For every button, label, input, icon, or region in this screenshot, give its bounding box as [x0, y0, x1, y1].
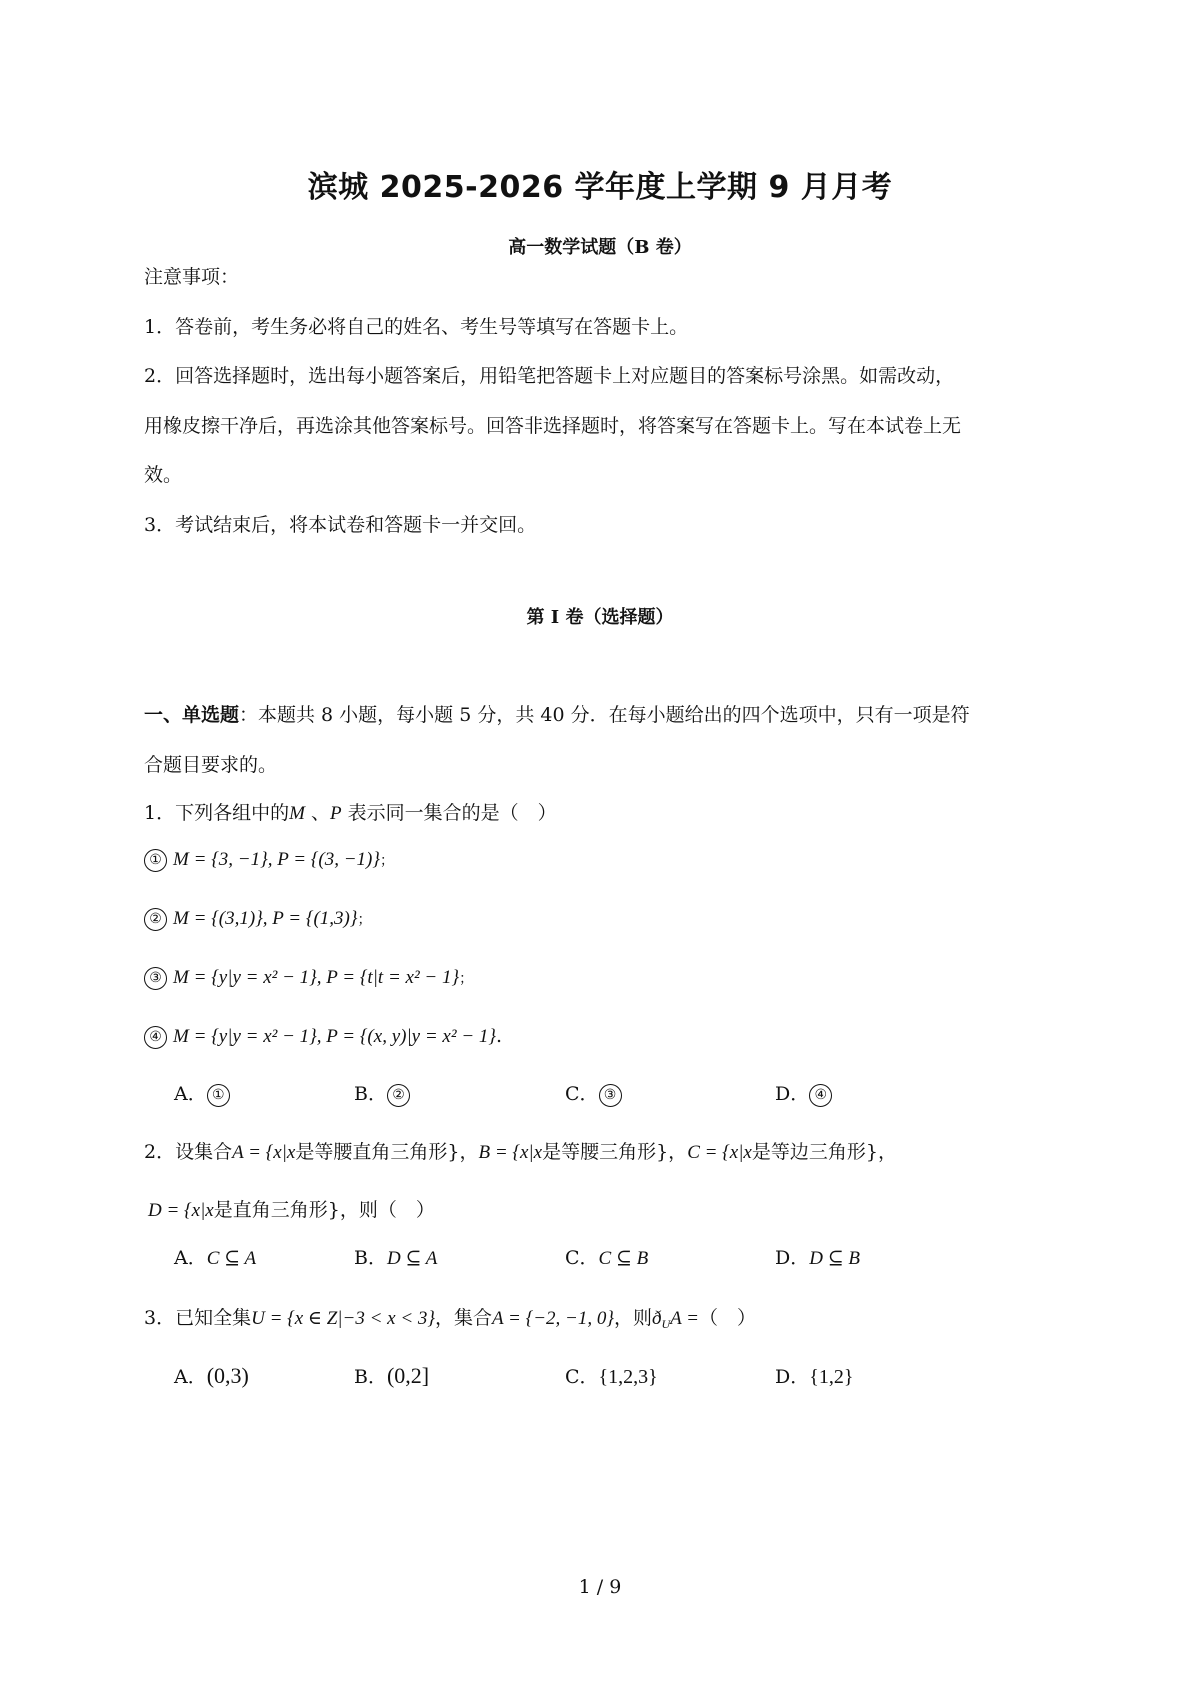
- q1-item-number: ②: [144, 908, 167, 931]
- q2-set-c: C = {x|x: [687, 1142, 752, 1163]
- q3-option-d-value: {1,2}: [809, 1366, 854, 1388]
- q2-option-b-letter: B．: [354, 1247, 387, 1269]
- q3-complement-subscript: U: [661, 1317, 671, 1331]
- q1-var-m: M: [289, 803, 305, 824]
- q1-option-c-value: ③: [599, 1084, 622, 1107]
- q1-option-c-letter: C．: [565, 1083, 599, 1105]
- q1-item-expr: M = {y|y = x² − 1}, P = {t|t = x² − 1}: [173, 967, 460, 988]
- part-description: [144, 700, 970, 727]
- q2-set-a-text: 是等腰直角三角形}，: [295, 1141, 479, 1163]
- page-subtitle: 高一数学试题（B 卷）: [508, 237, 692, 258]
- q1-option-d[interactable]: [775, 1079, 832, 1107]
- q1-option-a[interactable]: [174, 1079, 230, 1107]
- q2-option-d-letter: D．: [775, 1247, 810, 1269]
- q3-stem: [144, 1303, 756, 1332]
- q2-option-c-letter: C．: [565, 1247, 599, 1269]
- q1-item-number: ③: [144, 967, 167, 990]
- q2-option-a[interactable]: [174, 1243, 256, 1270]
- notice-item-2-line-2: 用橡皮擦干净后，再选涂其他答案标号。回答非选择题时，将答案写在答题卡上。写在本试卷上无: [144, 415, 962, 437]
- q3-complement-a: A =: [670, 1308, 700, 1329]
- part-description-line-2: 合题目要求的。: [144, 754, 278, 776]
- q3-option-a-value: (0,3): [206, 1363, 249, 1388]
- q1-item-number: ④: [144, 1026, 167, 1049]
- q1-option-d-value: ④: [809, 1084, 832, 1107]
- q3-universal-set: U = {x ∈ Z|−3 < x < 3}: [251, 1308, 436, 1329]
- q2-option-a-value: C ⊆ A: [206, 1248, 257, 1269]
- q1-var-p: P: [329, 803, 342, 824]
- q2-stem-line-1: [144, 1137, 897, 1164]
- q2-stem-line-2: [148, 1195, 435, 1222]
- q1-item-end: ；: [459, 971, 474, 987]
- q2-prefix: 2．设集合: [144, 1141, 233, 1163]
- page-number: 1 / 9: [578, 1576, 622, 1598]
- q3-option-d-letter: D．: [775, 1366, 810, 1388]
- q2-set-b-text: 是等腰三角形}，: [542, 1141, 688, 1163]
- q3-option-b-letter: B．: [354, 1366, 387, 1388]
- q2-set-d: D = {x|x: [148, 1200, 214, 1221]
- q2-option-c[interactable]: [565, 1243, 648, 1270]
- notice-heading: 注意事项：: [144, 266, 240, 288]
- q1-item-1: [144, 848, 394, 872]
- q2-set-b: B = {x|x: [478, 1142, 543, 1163]
- page-title: 滨城 2025-2026 学年度上学期 9 月月考: [307, 170, 893, 205]
- q1-option-c[interactable]: [565, 1079, 622, 1107]
- q3-set-a: A = {−2, −1, 0}: [492, 1308, 614, 1329]
- notice-item-2-line-3: 效。: [144, 464, 183, 486]
- q1-item-expr: M = {(3,1)}, P = {(1,3)}: [173, 908, 358, 929]
- q3-option-a-letter: A．: [174, 1366, 207, 1388]
- q1-option-d-letter: D．: [775, 1083, 810, 1105]
- q3-option-c[interactable]: [565, 1362, 658, 1389]
- q3-option-b-value: (0,2]: [386, 1363, 430, 1388]
- q1-option-b-value: ②: [387, 1084, 410, 1107]
- notice-item-1: 1．答卷前，考生务必将自己的姓名、考生号等填写在答题卡上。: [144, 316, 689, 338]
- q1-item-2: [144, 907, 371, 931]
- q1-option-b[interactable]: [354, 1079, 410, 1107]
- q1-item-end: ；: [357, 912, 372, 928]
- q3-option-c-letter: C．: [565, 1366, 599, 1388]
- q1-item-end: ；: [379, 853, 394, 869]
- q3-option-c-value: {1,2,3}: [598, 1366, 658, 1388]
- q3-mid: ，集合: [435, 1307, 493, 1329]
- q1-item-3: [144, 966, 473, 990]
- notice-item-2-line-1: 2．回答选择题时，选出每小题答案后，用铅笔把答题卡上对应题目的答案标号涂黑。如需改动，: [144, 365, 955, 387]
- q2-option-d[interactable]: [775, 1243, 860, 1270]
- q1-stem-end: 表示同一集合的是（ ）: [341, 802, 557, 824]
- section-heading: 第 I 卷（选择题）: [526, 607, 674, 628]
- q3-paren: （ ）: [699, 1307, 757, 1329]
- part-desc-text: ：本题共 8 小题，每小题 5 分，共 40 分．在每小题给出的四个选项中，只有一项是符: [239, 704, 970, 726]
- q1-stem: [144, 798, 557, 825]
- q3-option-b[interactable]: [354, 1362, 429, 1389]
- q3-prefix: 3．已知全集: [144, 1307, 252, 1329]
- q1-option-b-letter: B．: [354, 1083, 387, 1105]
- q1-item-end: .: [495, 1025, 503, 1047]
- q2-option-d-value: D ⊆ B: [809, 1248, 860, 1269]
- q1-stem-start: 1．下列各组中的: [144, 802, 290, 824]
- part-label: 一、单选题: [144, 704, 240, 726]
- q1-sep: 、: [304, 802, 330, 824]
- q3-tail: ，则: [613, 1307, 652, 1329]
- q1-option-a-value: ①: [207, 1084, 230, 1107]
- q1-item-expr: M = {3, −1}, P = {(3, −1)}: [173, 849, 380, 870]
- q3-option-d[interactable]: [775, 1362, 853, 1389]
- q1-item-4: [144, 1025, 502, 1049]
- q3-option-a[interactable]: [174, 1362, 249, 1389]
- q2-option-c-value: C ⊆ B: [598, 1248, 649, 1269]
- q2-set-c-text: 是等边三角形}，: [751, 1141, 897, 1163]
- q1-option-a-letter: A．: [174, 1083, 207, 1105]
- q3-complement-symbol: ð: [652, 1308, 662, 1329]
- q2-option-a-letter: A．: [174, 1247, 207, 1269]
- notice-item-3: 3．考试结束后，将本试卷和答题卡一并交回。: [144, 514, 537, 536]
- q2-option-b-value: D ⊆ A: [386, 1248, 438, 1269]
- q2-option-b[interactable]: [354, 1243, 437, 1270]
- q1-item-number: ①: [144, 849, 167, 872]
- q1-item-expr: M = {y|y = x² − 1}, P = {(x, y)|y = x² − 1}: [173, 1026, 496, 1047]
- q2-set-a: A = {x|x: [232, 1142, 296, 1163]
- q2-set-d-text: 是直角三角形}，则（ ）: [213, 1199, 435, 1221]
